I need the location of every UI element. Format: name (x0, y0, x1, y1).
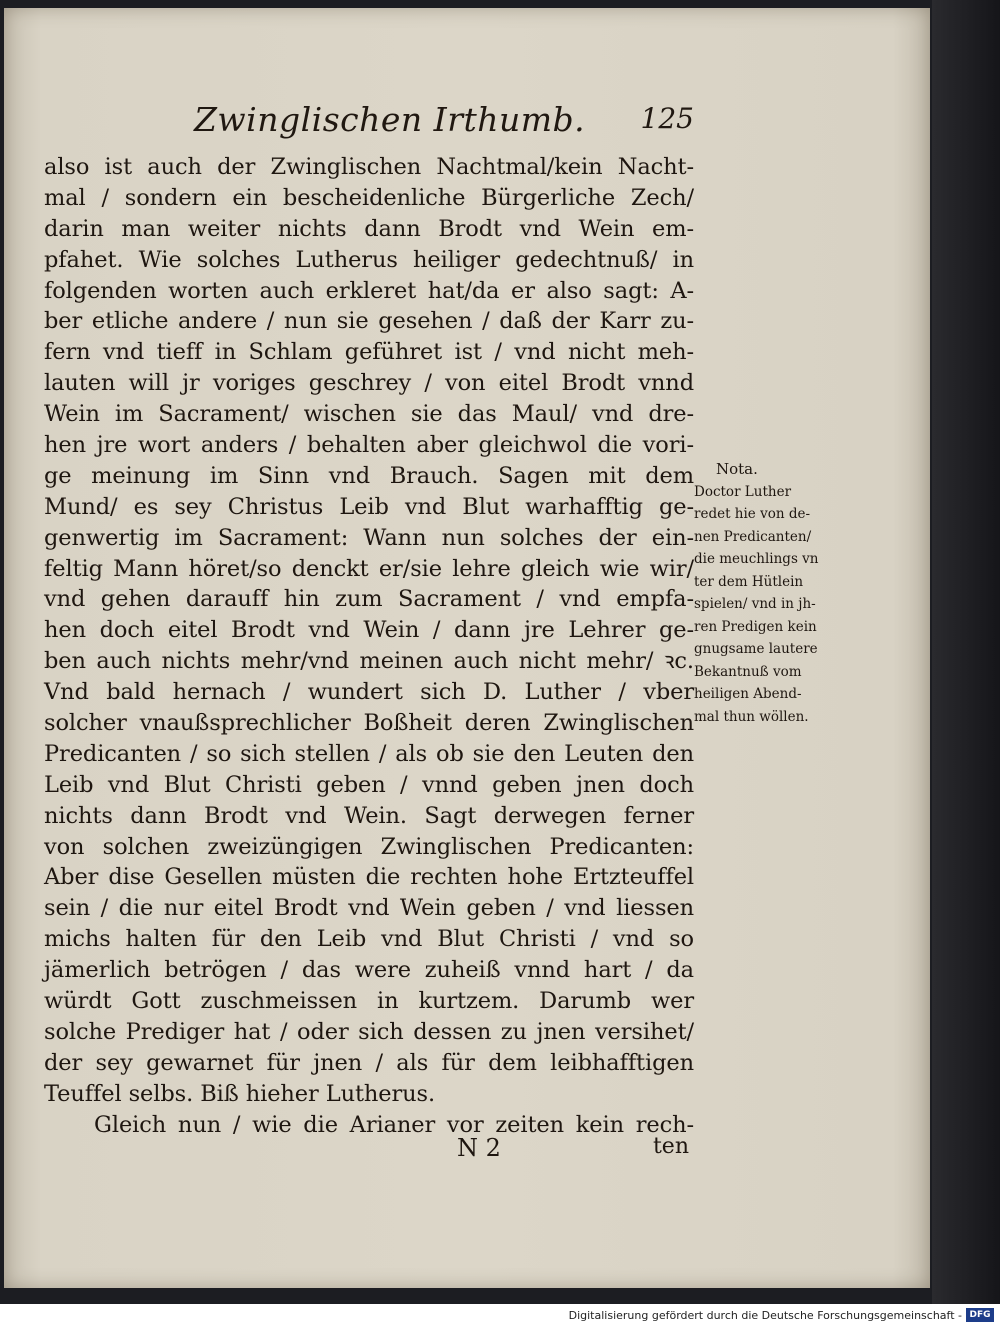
text-line: würdt Gott zuschmeissen in kurtzem. Darumb wer (44, 988, 694, 1015)
text-line: pfahet. Wie solches Lutherus heiliger gedechtnuß/ in (44, 246, 694, 273)
scan-margin (932, 0, 1000, 1304)
text-line: hen jre wort anders / behalten aber gleichwol die vori- (44, 432, 694, 459)
text-line: Leib vnd Blut Christi geben / vnnd geben jnen doch (44, 771, 694, 798)
text-line: Teuffel selbs. Biß hieher Lutherus. (44, 1080, 436, 1107)
marginal-line: heiligen Abend- (694, 686, 802, 702)
text-line: mal / sondern ein bescheidenliche Bürgerliche Zech/ (44, 184, 694, 211)
text-line: Wein im Sacrament/ wischen sie das Maul/ vnd dre- (44, 401, 694, 428)
signature-mark: N 2 (457, 1134, 501, 1162)
marginal-line: ren Predigen kein (694, 618, 817, 635)
marginal-heading: Nota. (716, 460, 758, 478)
marginal-line: Doctor Luther (694, 483, 792, 500)
marginal-line: redet hie von de- (694, 506, 811, 522)
marginal-line: Bekantnuß vom (694, 663, 802, 680)
text-line: solche Prediger hat / oder sich dessen zu jnen versihet/ (44, 1018, 694, 1045)
text-line: also ist auch der Zwinglischen Nachtmal/kein Nacht- (44, 154, 694, 180)
text-line: Mund/ es sey Christus Leib vnd Blut warhafftig ge- (44, 493, 694, 520)
page-foot (44, 1134, 689, 1174)
text-line: solcher vnaußsprechlicher Boßheit deren Zwinglischen (44, 710, 694, 737)
text-line: Aber dise Gesellen müsten die rechten hohe Ertzteuffel (44, 864, 694, 891)
main-text-block (44, 152, 694, 1141)
text-line: folgenden worten auch erkleret hat/da er also sagt: A- (44, 277, 694, 304)
dfg-logo[interactable]: DFG (966, 1308, 994, 1322)
text-line: fern vnd tieff in Schlam geführet ist / vnd nicht meh- (44, 339, 694, 366)
digitization-footer (0, 1304, 1000, 1327)
text-line: Vnd bald hernach / wundert sich D. Luther / vber (44, 679, 694, 706)
text-line: lauten will jr voriges geschrey / von eitel Brodt vnnd (44, 370, 694, 397)
text-line: darin man weiter nichts dann Brodt vnd Wein em- (44, 215, 694, 242)
marginal-line: spielen/ vnd in jh- (694, 596, 816, 612)
running-title: Zwinglischen Irthumb. (194, 100, 586, 139)
marginal-line: nen Predicanten/ (694, 528, 812, 545)
marginal-line: ter dem Hütlein (694, 573, 804, 590)
page-header (194, 100, 694, 150)
text-line: genwertig im Sacrament: Wann nun solches der ein- (44, 524, 694, 551)
text-line: vnd gehen darauff hin zum Sacrament / vnd empfa- (44, 586, 694, 613)
text-line: der sey gewarnet für jnen / als für dem leibhafftigen (44, 1049, 694, 1076)
book-page (4, 8, 930, 1288)
text-line: feltig Mann höret/so denckt er/sie lehre gleich wie wir/ (44, 555, 694, 582)
text-line: sein / die nur eitel Brodt vnd Wein geben / vnd liessen (44, 895, 694, 922)
marginal-line: die meuchlings vn (694, 551, 819, 567)
funding-credit: Digitalisierung gefördert durch die Deutsche Forschungsgemeinschaft - (568, 1309, 962, 1322)
text-line: Predicanten / so sich stellen / als ob sie den Leuten den (44, 740, 694, 767)
marginal-note (694, 458, 846, 728)
text-line: jämerlich betrögen / das were zuheiß vnnd hart / da (44, 957, 694, 984)
text-line: ben auch nichts mehr/vnd meinen auch nicht mehr/ ꝛc. (44, 648, 694, 675)
text-line: michs halten für den Leib vnd Blut Christi / vnd so (44, 926, 694, 953)
page-number: 125 (640, 102, 694, 135)
text-line: nichts dann Brodt vnd Wein. Sagt derwegen ferner (44, 802, 694, 829)
text-line: ge meinung im Sinn vnd Brauch. Sagen mit dem (44, 462, 694, 489)
marginal-line: mal thun wöllen. (694, 708, 809, 725)
text-line: Gleich nun / wie die Arianer vor zeiten kein rech- (94, 1111, 694, 1138)
text-line: hen doch eitel Brodt vnd Wein / dann jre Lehrer ge- (44, 617, 694, 644)
text-line: von solchen zweizüngigen Zwinglischen Predicanten: (44, 833, 694, 860)
marginal-line: gnugsame lautere (694, 641, 818, 657)
text-line: ber etliche andere / nun sie gesehen / daß der Karr zu- (44, 308, 694, 335)
catchword: ten (652, 1134, 689, 1159)
